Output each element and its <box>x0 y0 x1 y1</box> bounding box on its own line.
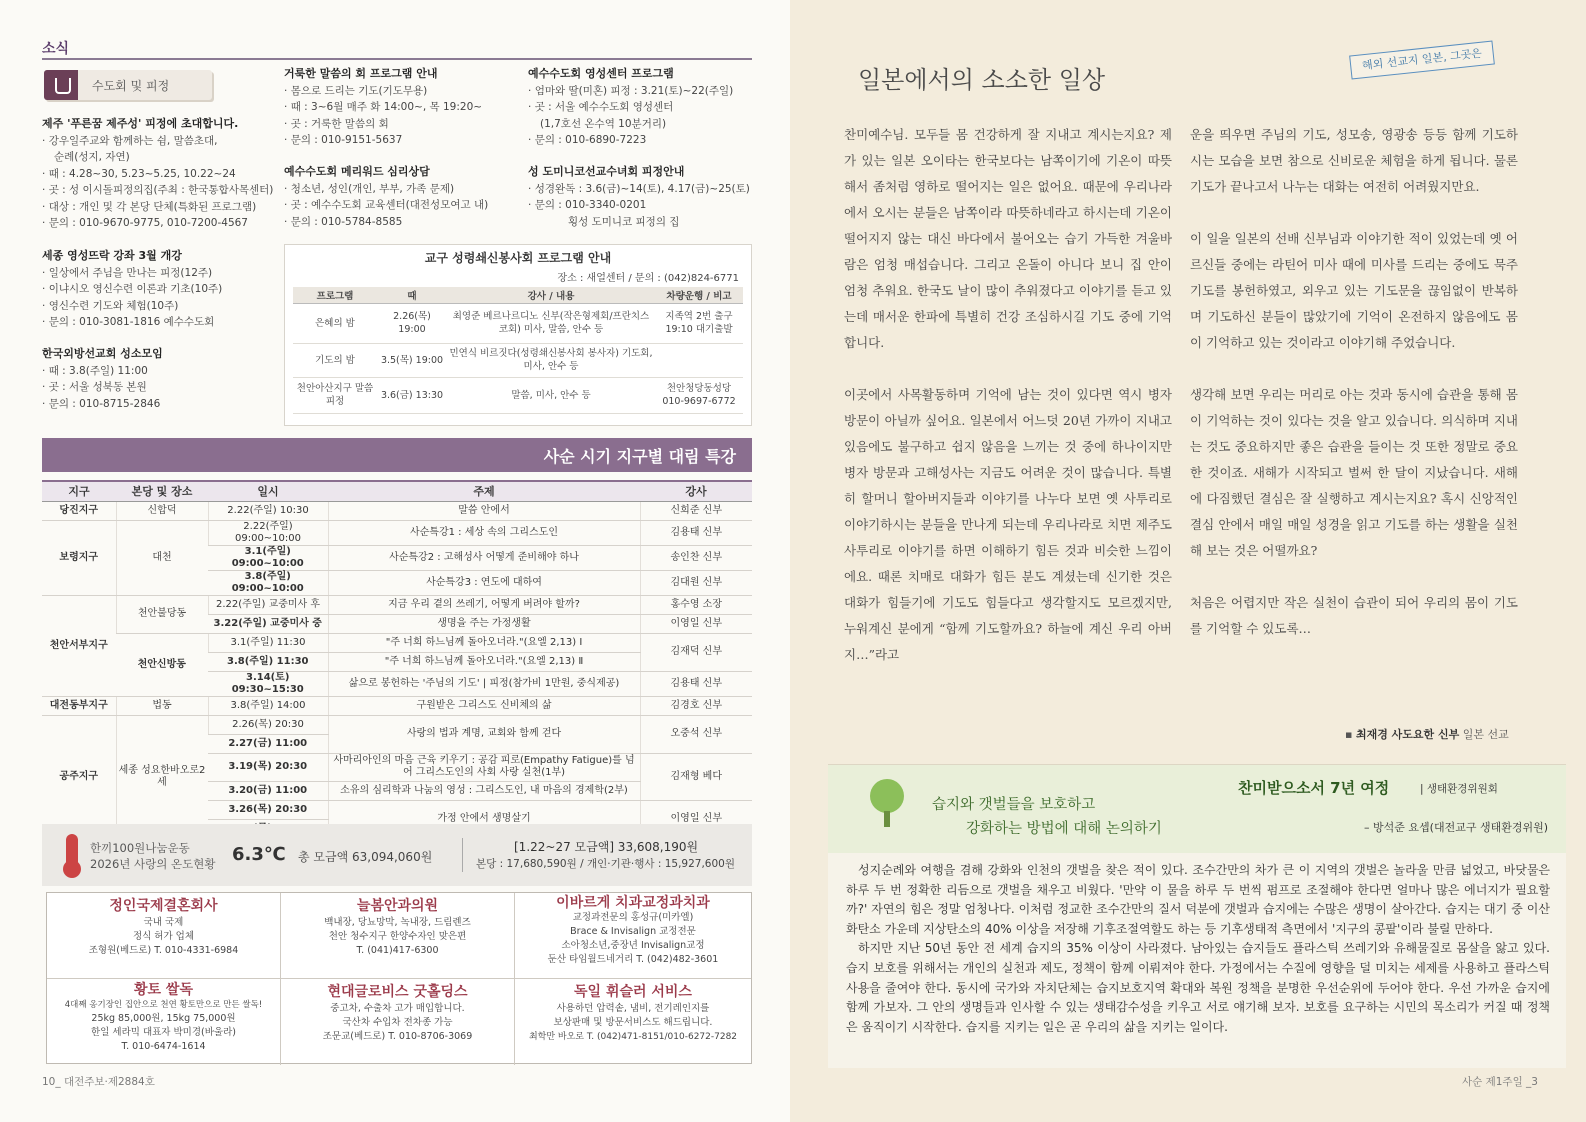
page-footer-right: 사순 제1주일 _3 <box>1461 1076 1538 1088</box>
notice-item: · 성경완독 : 3.6(금)~14(토), 4.17(금)~25(토) <box>528 181 754 198</box>
fund-campaign: 한끼100원나눔운동 <box>90 841 190 855</box>
lecture-table <box>42 480 752 839</box>
article-column-1 <box>844 122 1172 694</box>
article-signature: ▪ 최재경 사도요한 신부 일본 선교 <box>1345 728 1509 741</box>
table-cell: 3.22(주일) 교중미사 중 <box>208 614 328 633</box>
notice-item: · 곳 : 거룩한 말씀의 회 <box>284 116 520 133</box>
ad-line: 천안 청수지구 한양수자인 맞은편 <box>328 931 467 942</box>
table-cell: 천안불당동 <box>116 595 208 633</box>
table-cell: 김용태 신부 <box>640 520 752 545</box>
eco-series: 찬미받으소서 7년 여정 <box>1238 779 1390 797</box>
table-cell: 2.22(주일) 09:00~10:00 <box>208 520 328 545</box>
column-header: 본당 및 장소 <box>116 481 208 501</box>
fund-label <box>90 840 215 872</box>
notice-item: · 청소년, 성인(개인, 부부, 가족 문제) <box>284 181 520 198</box>
table-cell: 2.22(주일) 10:30 <box>208 501 328 520</box>
table-cell: 생명을 주는 가정생활 <box>328 614 640 633</box>
notice-item: · 강우일주교와 함께하는 쉼, 말씀초대, <box>42 133 274 150</box>
notice-item: 순례(성지, 자연) <box>54 151 130 163</box>
lecture-banner-title: 사순 시기 지구별 대림 특강 <box>543 447 736 466</box>
ads-grid <box>46 892 752 1064</box>
table-cell: 3.6(금) 13:30 <box>377 377 447 413</box>
ad-line: 정식 허가 업체 <box>132 931 195 942</box>
table-cell: 말씀 안에서 <box>328 501 640 520</box>
table-cell: 2.26(목) 19:00 <box>377 303 447 343</box>
notice-item: · 문의 : 010-3340-0201 <box>528 197 754 214</box>
table-cell: 3.8(주일) 09:00~10:00 <box>208 570 328 595</box>
ad-card <box>281 979 515 1065</box>
notice-item: 횡성 도미니코 피정의 집 <box>568 215 680 228</box>
lecture-banner <box>42 438 752 472</box>
table-cell: 대천 <box>116 520 208 595</box>
ad-name: 황토 쌀독 <box>134 982 193 998</box>
column-header: 때 <box>377 287 447 303</box>
table-cell: 구원받은 그리스도 신비체의 삶 <box>328 696 640 715</box>
table-cell: 김재덕 신부 <box>640 633 752 671</box>
column-header: 일시 <box>208 481 328 501</box>
ad-line: 25kg 85,000원, 15kg 75,000원 <box>91 1013 236 1024</box>
ad-line: 조형원(베드로) T. 010-4331-6984 <box>88 945 239 956</box>
table-cell: 3.20(금) 11:00 <box>208 781 328 800</box>
table-cell: 천안청당동성당 010-9697-6772 <box>655 377 743 413</box>
table-row <box>42 696 752 715</box>
table-cell: 김재형 베다 <box>640 753 752 800</box>
notice-item: · 곳 : 예수수도회 교육센터(대전성모여고 내) <box>284 197 520 214</box>
signature-place: 일본 선교 <box>1459 728 1509 741</box>
fund-period: [1.22~27 모금액] 33,608,190원 <box>514 840 699 854</box>
table-cell: 소유의 심리학과 나눔의 영성 : 그리스도인, 내 마음의 경제학(2부) <box>328 781 640 800</box>
table-cell: 3.8(주일) 11:30 <box>208 652 328 671</box>
notice-item: · 일상에서 주님을 만나는 피정(12주) <box>42 265 274 282</box>
article-title: 일본에서의 소소한 일상 <box>858 66 1106 94</box>
table-cell: 신합덕 <box>116 501 208 520</box>
notice-title: 거룩한 말씀의 회 프로그램 안내 <box>284 67 438 80</box>
ad-line: 보상판매 및 방문서비스도 해드립니다. <box>553 1017 713 1028</box>
eco-org: | 생태환경위원회 <box>1420 783 1498 795</box>
table-cell: 이영일 신부 <box>640 800 752 838</box>
table-cell: 기도의 밤 <box>293 343 377 377</box>
eco-heading-2: 강화하는 방법에 대해 논의하기 <box>966 821 1162 837</box>
table-row <box>293 343 743 377</box>
ad-name: 현대글로비스 굿홀딩스 <box>327 984 468 1000</box>
table-cell: 가정 안에서 생명살기 <box>328 800 640 838</box>
article-paragraph: 처음은 어렵지만 작은 실천이 습관이 되어 우리의 몸이 기도를 기억할 수 있도록… <box>1190 595 1518 636</box>
column-header: 프로그램 <box>293 287 377 303</box>
table-cell: "주 너희 하느님께 돌아오너라."(요엘 2,13) Ⅰ <box>328 633 640 652</box>
notice-item: · 영신수련 기도와 체험(10주) <box>42 298 274 315</box>
notice-item: · 대상 : 개인 및 각 본당 단체(특화된 프로그램) <box>42 199 274 216</box>
ad-line: 소아청소년,중장년 Invisalign교정 <box>561 940 705 951</box>
ad-line: 국산차 수입차 전차종 가능 <box>342 1017 453 1028</box>
table-cell <box>655 343 743 377</box>
ad-card <box>281 893 515 979</box>
table-cell: 지금 우리 곁의 쓰레기, 어떻게 버려야 할까? <box>328 595 640 614</box>
notice-item: · 문의 : 010-6890-7223 <box>528 132 754 149</box>
eco-author: – 방석준 요셉(대전교구 생태환경위원) <box>1364 821 1548 834</box>
table-cell: 3.14(토) 09:30~15:30 <box>208 671 328 696</box>
ad-line: 교정과전문의 홍성규(미카엘) <box>572 912 694 923</box>
notice-jeju <box>42 116 274 232</box>
notice-item: · 문의 : 010-9670-9775, 010-7200-4567 <box>42 215 274 232</box>
table-cell: 공주지구 <box>42 715 116 838</box>
table-cell: 사순특강1 : 세상 속의 그리스도인 <box>328 520 640 545</box>
table-cell: 3.1(주일) 11:30 <box>208 633 328 652</box>
column-header: 강사 <box>640 481 752 501</box>
notice-title: 예수수도회 영성센터 프로그램 <box>528 67 674 80</box>
category-badge <box>44 70 212 100</box>
eco-paragraph: 하지만 지난 50년 동안 전 세계 습지의 35% 이상이 사라졌다. 남아있는 습지들도 플라스틱 쓰레기와 유해물질로 몸살을 앓고 있다. 습지 보호를 위해서는 개인의 실천과 제도, 정책이 함께 이뤄져야 한다. 가정에서는 수질에 영향을 덜 미치는 세제를 사용하고 플라스틱 사용을 줄여야 한다. 동시에 국가와 자치단체는 습지보호지역 확대와 복원 정책을 분명한 우선순위에 두어야 한다. 우선 가까운 습지에 함께 가보자. 그 안의 생명들과 인사할 수 있는 생태감수성을 키우고 서로 얘기해 보자. 보호를 요구하는 시민의 목소리가 커질 때 정책은 움직이기 시작한다. 습지를 지키는 일은 곧 우리의 삶을 지키는 일이다. <box>846 941 1550 1034</box>
table-cell: 천안서부지구 <box>42 595 116 696</box>
table-cell: 사마리아인의 마음 근육 키우기 : 공감 피로(Empathy Fatigue)를 넘어 그리스도인의 사회 사랑 실천(1부) <box>328 753 640 781</box>
table-row <box>42 633 752 652</box>
thermometer-icon <box>66 834 78 874</box>
article-paragraph: 생각해 보면 우리는 머리로 아는 것과 동시에 습관을 통해 몸이 기억하는 것이 있다는 것을 알고 있습니다. 의식하며 지내는 것도 중요하지만 좋은 습관을 들이는 것 또한 정말로 중요한 것이죠. 새해가 시작되고 벌써 한 달이 지났습니다. 새해에 다짐했던 결심은 잘 실행하고 계시는지요? 혹시 신앙적인 결심 안에서 매일 매일 성경을 읽고 기도를 하는 생활을 실천해 보는 것은 어떨까요? <box>1190 387 1518 558</box>
fund-divider <box>462 838 463 872</box>
notice-item: (1,7호선 온수역 10분거리) <box>540 117 667 130</box>
table-row <box>42 595 752 614</box>
table-cell: 사순특강3 : 연도에 대하여 <box>328 570 640 595</box>
table-cell: 송인찬 신부 <box>640 545 752 570</box>
page-footer-left: 10_ 대전주보·제2884호 <box>42 1076 155 1088</box>
table-cell: 최영준 베르나르디노 신부(작은형제회/프란치스코회) 미사, 말씀, 안수 등 <box>447 303 655 343</box>
table-cell: 대전동부지구 <box>42 696 116 715</box>
table-cell: 3.5(목) 19:00 <box>377 343 447 377</box>
column-header: 강사 / 내용 <box>447 287 655 303</box>
notice-item: · 때 : 3~6월 매주 화 14:00~, 목 19:20~ <box>284 99 520 116</box>
table-cell: 천안신방동 <box>116 633 208 696</box>
table-cell: 신희준 신부 <box>640 501 752 520</box>
article-paragraph: 찬미예수님. 모두들 몸 건강하게 잘 지내고 계시는지요? 제가 있는 일본 오이타는 한국보다는 남쪽이기에 기온이 따뜻해서 좀처럼 영하로 떨어지는 일은 없어요. 때문에 우리나라에서 오시는 분들은 남쪽이라 따뜻하네라고 하시는데 기온이 떨어지지 않는 대신 바다에서 불어오는 습기 가득한 겨울바람은 엄청 매섭습니다. 그리고 온돌이 아니다 보니 집 안이 엄청 추워요. 한국도 날이 많이 추워졌다고 이야기를 듣고 있는데 매서운 한파에 특별히 건강 조심하시길 기도 중에 기억합니다. <box>844 127 1172 350</box>
ad-line: 둔산 타임월드네거리 T. (042)482-3601 <box>547 954 719 965</box>
table-cell: 2.27(금) 11:00 <box>208 734 328 753</box>
eco-body <box>846 861 1550 1037</box>
notice-item: · 문의 : 010-8715-2846 <box>42 396 274 413</box>
notice-counsel <box>284 164 520 230</box>
eco-column <box>828 764 1566 1068</box>
article-paragraph: 운을 띄우면 주님의 기도, 성모송, 영광송 등등 함께 기도하시는 모습을 보면 참으로 신비로운 체험을 하게 됩니다. 물론 기도가 끝나고서 나누는 대화는 여전히 어려웠지만요. <box>1190 127 1518 194</box>
table-cell: 2.22(주일) 교중미사 후 <box>208 595 328 614</box>
section-title: 소식 <box>42 41 70 57</box>
table-cell: 은혜의 밤 <box>293 303 377 343</box>
notice-title: 예수수도회 메리워드 심리상담 <box>284 165 430 178</box>
notice-item: · 때 : 4.28~30, 5.23~5.25, 10.22~24 <box>42 166 274 183</box>
table-row <box>293 377 743 413</box>
series-tag: 해외 선교지 일본, 그곳은 <box>1349 41 1495 80</box>
ad-line: 사용하던 압력솥, 냄비, 전기레인지를 <box>556 1003 710 1014</box>
category-badge-label: 수도회 및 피정 <box>92 79 170 93</box>
section-divider <box>42 58 752 60</box>
program-location: 장소 : 새얼센터 / 문의 : (042)824-6771 <box>557 273 739 284</box>
table-row <box>42 715 752 734</box>
ad-line: 한일 세라믹 대표자 박미경(바울라) <box>91 1027 236 1038</box>
ad-line: 4대째 옹기장인 집안으로 천연 황토만으로 만든 쌀독! <box>64 1000 263 1010</box>
table-cell: 법동 <box>116 696 208 715</box>
table-cell: 3.26(목) 20:30 <box>208 800 328 819</box>
ad-name: 이바르게 치과교정과치과 <box>556 895 710 911</box>
ad-name: 독일 휘슬러 서비스 <box>574 984 692 1000</box>
lecture-header-row <box>42 481 752 501</box>
notice-item: · 곳 : 성 이시돌피정의집(주최 : 한국통합사목센터) <box>42 182 274 199</box>
table-row <box>293 303 743 343</box>
article-paragraph: 이 일을 일본의 선배 신부님과 이야기한 적이 있었는데 옛 어르신들 중에는 라틴어 미사 때에 미사를 드리는 중에도 묵주기도를 봉헌하였고, 외우고 있는 기도문을 끊임없이 반복하며 기도하신 분들이 많았기에 기억이 온전하지 않음에도 몸이 기억하고 있는 것이라고 이야기해 주었습니다. <box>1190 231 1518 350</box>
table-cell: 김경호 신부 <box>640 696 752 715</box>
article-column-2 <box>1190 122 1518 668</box>
column-header: 지구 <box>42 481 116 501</box>
table-cell: 당진지구 <box>42 501 116 520</box>
fund-detail: 본당 : 17,680,590원 / 개인·기관·행사 : 15,927,600원 <box>476 858 735 870</box>
table-cell: 사순특강2 : 고해성사 어떻게 준비해야 하나 <box>328 545 640 570</box>
table-cell: 3.8(주일) 14:00 <box>208 696 328 715</box>
notice-item: · 곳 : 서울 성북동 본원 <box>42 379 274 396</box>
signature-name: 최재경 사도요한 신부 <box>1355 728 1460 741</box>
notice-sejong <box>42 248 274 331</box>
table-cell: 삶으로 봉헌하는 '주님의 기도' | 피정(참가비 1만원, 중식제공) <box>328 671 640 696</box>
left-page <box>0 0 790 1122</box>
article-paragraph: 이곳에서 사목활동하며 기억에 남는 것이 있다면 역시 병자 방문이 아닐까 싶어요. 일본에서 어느덧 20년 가까이 지내고 있음에도 불구하고 쉽지 않음을 느끼는 것 중에 하나이지만 병자 방문과 고해성사는 지금도 어려운 것이 많습니다. 특별히 할머니 할아버지들과 이야기를 나누다 보면 옛 사투리로 이야기하시는 분들을 만나게 되는데 우리나라로 치면 제주도 사투리로 이야기를 하면 이해하기 힘든 것과 비슷한 느낌이에요. 때론 치매로 대화가 힘든 분도 계셨는데 신기한 것은 대화가 힘들기에 기도도 힘들다고 생각할지도 모르겠지만, 누워계신 분에게 “함께 기도할까요? 하늘에 계신 우리 아버지…”라고 <box>844 387 1172 662</box>
notice-kfm <box>42 346 274 412</box>
column-header: 차량운행 / 비고 <box>655 287 743 303</box>
table-cell: 세종 성요한바오로2세 <box>116 715 208 838</box>
table-cell: 김용태 신부 <box>640 671 752 696</box>
notice-item: · 곳 : 서울 예수수도회 영성센터 <box>528 99 754 116</box>
notice-item: · 문의 : 010-3081-1816 예수수도회 <box>42 314 274 331</box>
table-cell: 말씀, 미사, 안수 등 <box>447 377 655 413</box>
table-cell: 지족역 2번 출구 19:10 대기출발 <box>655 303 743 343</box>
table-cell: 민연식 비르짓다(성령쇄신봉사회 봉사자) 기도회, 미사, 안수 등 <box>447 343 655 377</box>
notice-title: 제주 '푸른꿈 제주성' 피정에 초대합니다. <box>42 117 239 130</box>
table-row <box>42 520 752 545</box>
notice-dominic <box>528 164 754 230</box>
ad-line: T. 010-6474-1614 <box>121 1041 206 1052</box>
table-cell: 김대원 신부 <box>640 570 752 595</box>
table-cell: 3.19(목) 20:30 <box>208 753 328 781</box>
ad-name: 늘봄안과의원 <box>356 898 439 914</box>
ad-line: 조문교(베드로) T. 010-8706-3069 <box>322 1031 473 1042</box>
eco-paragraph: 성지순례와 여행을 겸해 강화와 인천의 갯벌을 찾은 적이 있다. 조수간만의 차가 큰 이 지역의 갯벌은 놀라울 만큼 넓었고, 바닷물은 하루 두 번 정확한 리듬으로 갯벌을 채우고 비웠다. '만약 이 물을 하루 두 번씩 펌프로 조절해야 한다면 얼마나 많은 에너지가 필요할까?' 자연의 힘은 정말 엄청나다. 이처럼 정교한 조수간만의 질서 덕분에 갯벌과 습지에는 수많은 생명이 살아간다. 습지는 대기 중 이산화탄소 가운데 지상탄소의 40% 이상을 저장해 기후조절역할도 하는 등 기후생태적 측면에서 '지구의 콩팥'이라 불릴 만하다. <box>846 863 1550 936</box>
table-row <box>42 501 752 520</box>
right-page <box>790 0 1586 1122</box>
table-cell: 홍수영 소장 <box>640 595 752 614</box>
notice-item: · 때 : 3.8(주일) 11:00 <box>42 363 274 380</box>
ad-name: 정인국제결혼회사 <box>109 898 218 914</box>
program-header-row <box>293 287 743 303</box>
table-cell: 2.26(목) 20:30 <box>208 715 328 734</box>
notice-title: 성 도미니코선교수녀회 피정안내 <box>528 165 685 178</box>
eco-heading-1: 습지와 갯벌들을 보호하고 <box>932 797 1096 813</box>
notice-item: · 엄마와 딸(미혼) 피정 : 3.21(토)~22(주일) <box>528 83 754 100</box>
table-cell: 천안아산지구 말씀피정 <box>293 377 377 413</box>
tree-icon <box>870 779 904 813</box>
table-cell: 이영일 신부 <box>640 614 752 633</box>
ad-card <box>515 979 751 1065</box>
program-table <box>293 287 743 414</box>
cup-icon <box>44 70 78 100</box>
program-box <box>284 244 752 426</box>
table-cell: 보령지구 <box>42 520 116 595</box>
ad-line: 최학만 바오로 T. (042)471-8151/010-6272-7282 <box>528 1032 738 1042</box>
fund-year: 2026년 사랑의 온도현황 <box>90 857 216 871</box>
notice-item: · 몸으로 드리는 기도(기도무용) <box>284 83 520 100</box>
table-cell: 오중석 신부 <box>640 715 752 753</box>
notice-title: 한국외방선교회 성소모임 <box>42 347 163 360</box>
ad-line: T. (041)417-6300 <box>356 945 439 956</box>
column-header: 주제 <box>328 481 640 501</box>
notice-item: · 이냐시오 영신수련 이론과 기초(10주) <box>42 281 274 298</box>
fund-total: 총 모금액 63,094,060원 <box>298 850 433 864</box>
ad-line: 백내장, 당뇨망막, 녹내장, 드림렌즈 <box>324 917 471 928</box>
fund-temperature: 6.3℃ <box>232 844 286 865</box>
ad-line: 국내 국제 <box>143 917 184 928</box>
ad-card <box>47 979 281 1065</box>
notice-item: · 문의 : 010-9151-5637 <box>284 132 520 149</box>
ad-line: 중고차, 수출차 고가 매입합니다. <box>330 1003 465 1014</box>
ad-card <box>47 893 281 979</box>
table-cell: 사랑의 법과 계명, 교회와 함께 걷다 <box>328 715 640 753</box>
notice-item: · 문의 : 010-5784-8585 <box>284 214 520 231</box>
notice-word <box>284 66 520 149</box>
ad-line: Brace & Invisalign 교정전문 <box>570 926 696 937</box>
program-title: 교구 성령쇄신봉사회 프로그램 안내 <box>424 251 612 265</box>
notice-title: 세종 영성뜨락 강좌 3월 개강 <box>42 249 182 262</box>
notice-spirit-center <box>528 66 754 149</box>
ad-card <box>515 893 751 979</box>
fund-status <box>42 824 752 886</box>
table-cell: 3.1(주일) 09:00~10:00 <box>208 545 328 570</box>
table-cell: "주 너희 하느님께 돌아오너라."(요엘 2,13) Ⅱ <box>328 652 640 671</box>
